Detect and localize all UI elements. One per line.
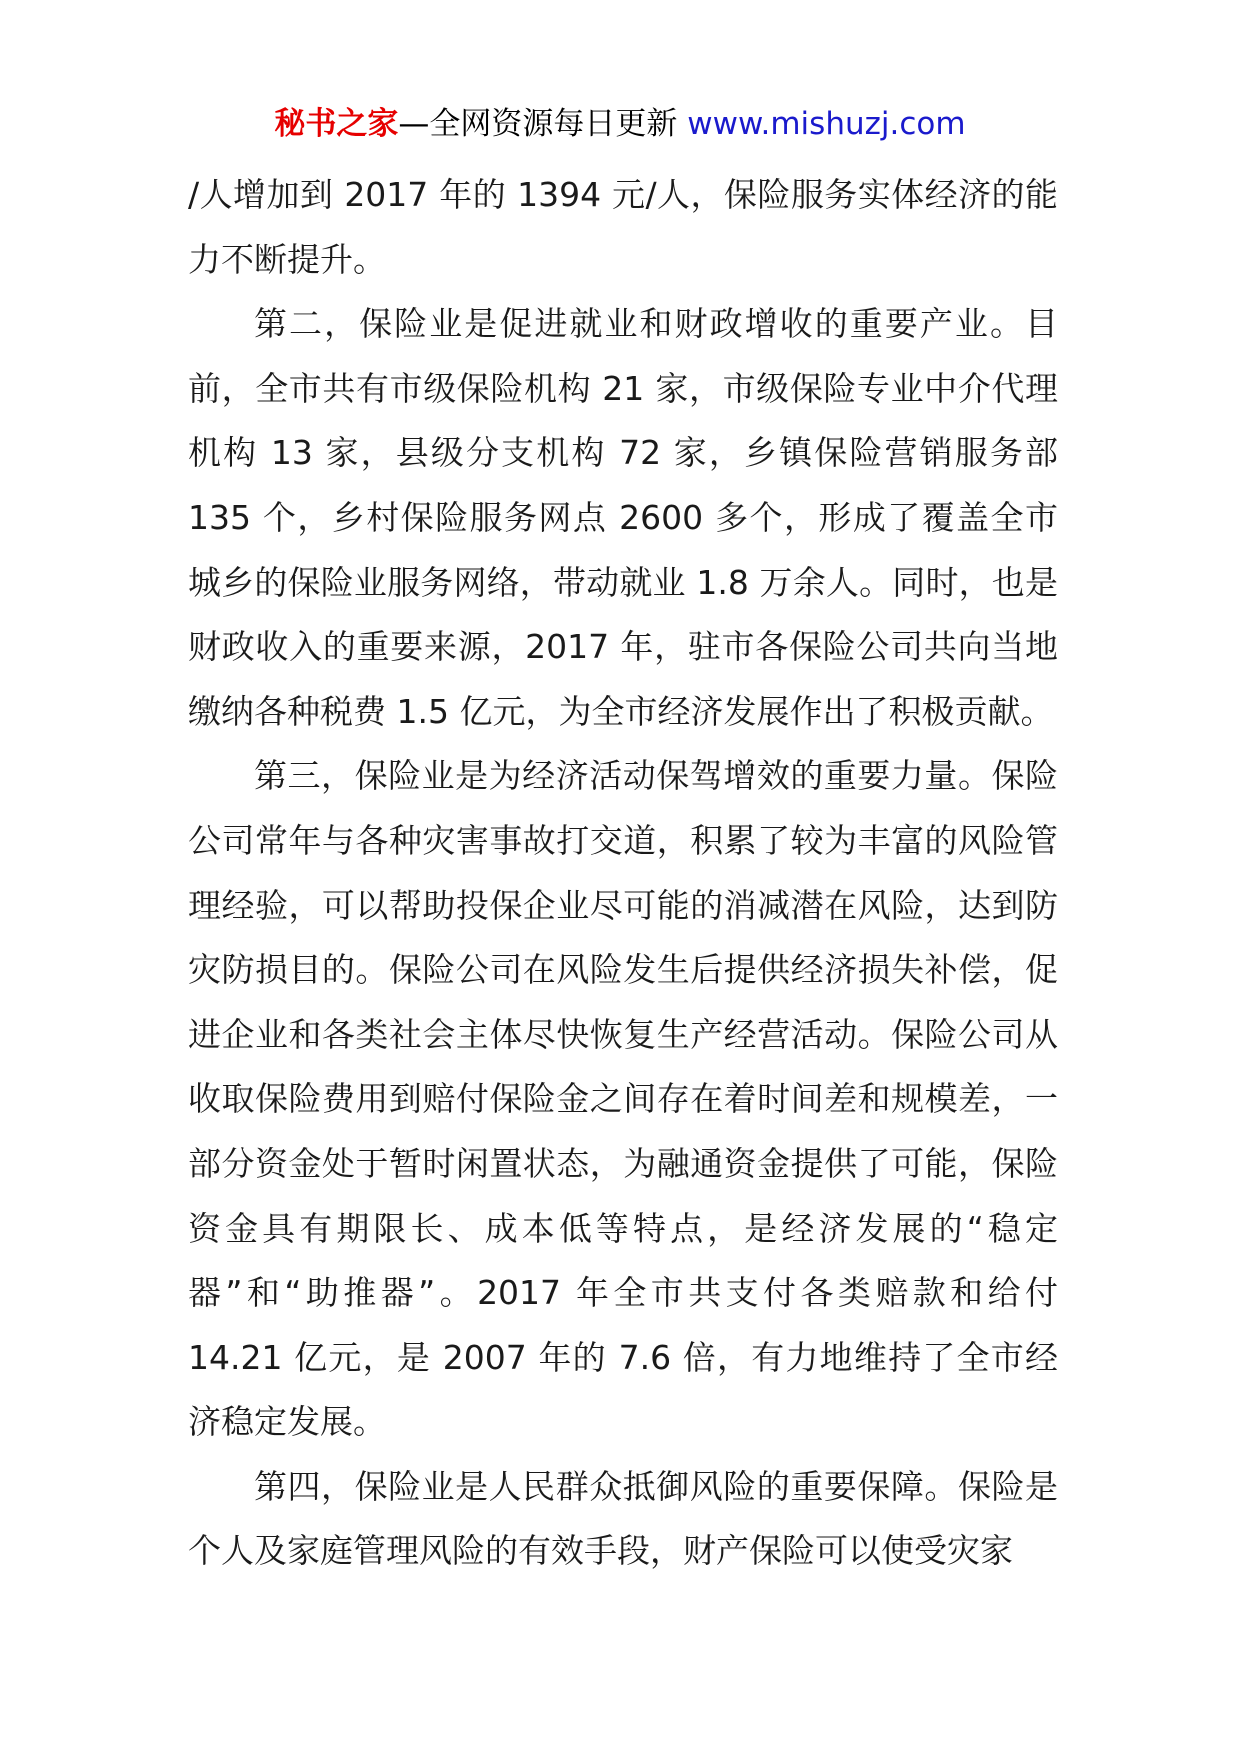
header-tagline: —全网资源每日更新 bbox=[398, 106, 688, 142]
page-header bbox=[0, 100, 1240, 148]
site-url[interactable]: www.mishuzj.com bbox=[687, 106, 966, 142]
paragraph-third-point: 第三，保险业是为经济活动保驾增效的重要力量。保险公司常年与各种灾害事故打交道，积累了较为丰富的风险管理经验，可以帮助投保企业尽可能的消减潜在风险，达到防灾防损目的。保险公司在风险发生后提供经济损失补偿，促进企业和各类社会主体尽快恢复生产经营活动。保险公司从收取保险费用到赔付保险金之间存在着时间差和规模差，一部分资金处于暂时闲置状态，为融通资金提供了可能，保险资金具有期限长、成本低等特点，是经济发展的“稳定器”和“助推器”。2017 年全市共支付各类赔款和给付 14.21 亿元，是 2007 年的 7.6 倍，有力地维持了全市经济稳定发展。 bbox=[188, 756, 1058, 1442]
paragraph-second-point: 第二，保险业是促进就业和财政增收的重要产业。目前，全市共有市级保险机构 21 家，市级保险专业中介代理机构 13 家，县级分支机构 72 家，乡镇保险营销服务部 135 个，乡村保险服务网点 2600 多个，形成了覆盖全市城乡的保险业服务网络，带动就业 1.8 万余人。同时，也是财政收入的重要来源，2017 年，驻市各保险公司共向当地缴纳各种税费 1.5 亿元，为全市经济发展作出了积极贡献。 bbox=[188, 304, 1058, 731]
brand-name: 秘书之家 bbox=[274, 106, 399, 142]
paragraph-continuation: /人增加到 2017 年的 1394 元/人，保险服务实体经济的能力不断提升。 bbox=[188, 175, 1058, 279]
document-body bbox=[188, 163, 1058, 1584]
paragraph-fourth-point: 第四，保险业是人民群众抵御风险的重要保障。保险是个人及家庭管理风险的有效手段，财产保险可以使受灾家 bbox=[188, 1466, 1058, 1571]
